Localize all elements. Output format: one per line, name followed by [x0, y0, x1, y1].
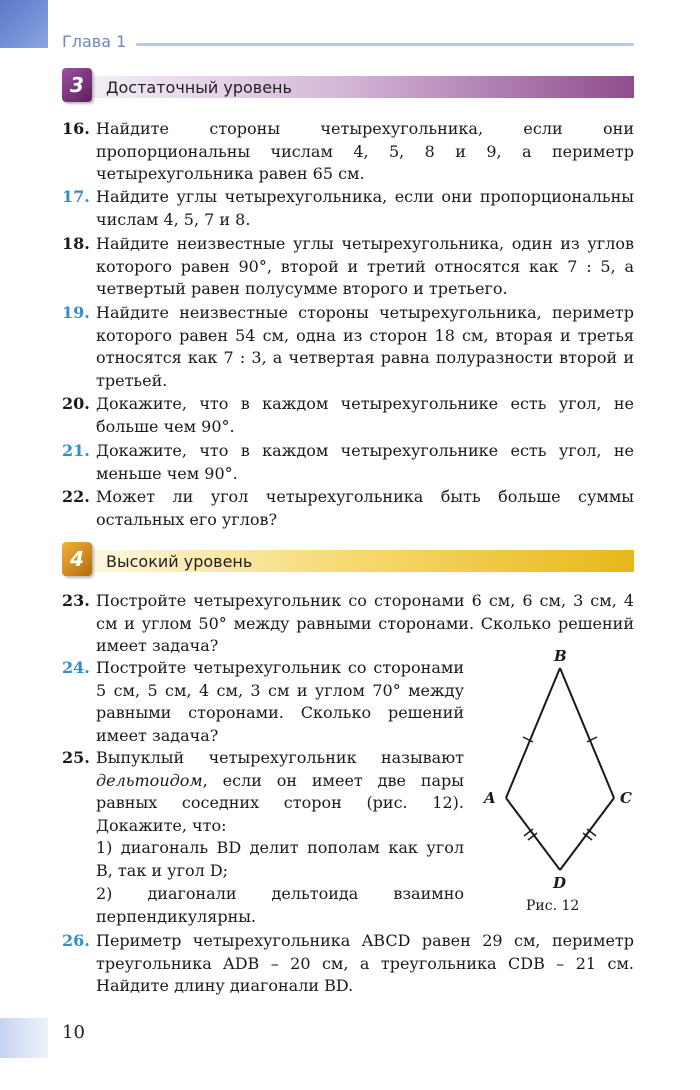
header-divider [136, 43, 634, 46]
vertex-label-b: B [554, 648, 567, 665]
vertex-label-a: A [484, 789, 496, 807]
problem-number: 26. [62, 931, 90, 950]
problem-number: 25. [62, 748, 90, 767]
problem-text [96, 747, 464, 837]
problem-number: 18. [62, 234, 90, 253]
section-4-header [62, 547, 634, 572]
problem-24 [62, 657, 464, 747]
problem-21 [62, 440, 634, 485]
problem-text: Периметр четырехугольника ABCD равен 29 см, периметр треугольника ADB – 20 см, а треугольника CDB – 21 см. Найдите длину диагонали BD. [96, 931, 634, 995]
problem-18 [62, 233, 634, 301]
vertex-label-c: C [620, 789, 632, 807]
problem-text: Найдите неизвестные стороны четырехугольника, периметр которого равен 54 см, одна из сторон 18 см, вторая и третья относятся как 7 : 3, а четвертая равна полуразности второй и третьей. [96, 303, 634, 390]
problem-text-part: Выпуклый четырехугольник называют [96, 748, 464, 767]
problem-16 [62, 118, 634, 186]
figure-caption: Рис. 12 [526, 898, 580, 914]
problem-number: 21. [62, 441, 90, 460]
vertex-label-d: D [553, 874, 567, 892]
problem-number: 17. [62, 187, 90, 206]
problem-25 [62, 747, 464, 837]
problem-text: Найдите углы четырехугольника, если они пропорциональны числам 4, 5, 7 и 8. [96, 187, 634, 229]
side-ab [506, 668, 560, 798]
problem-text: Постройте четырехугольник со сторонами 5 см, 5 см, 4 см, 3 см и углом 70° между равными сторонами. Сколько решений имеет задача? [96, 658, 464, 745]
section-4-badge: 4 [62, 542, 92, 576]
problem-number: 22. [62, 487, 90, 506]
problem-number: 23. [62, 591, 90, 610]
problem-number: 16. [62, 119, 90, 138]
section-3-header [62, 73, 634, 98]
problem-text: Может ли угол четырехугольника быть больше суммы остальных его углов? [96, 487, 634, 529]
section-4-title: Высокий уровень [106, 551, 253, 571]
problem-number: 24. [62, 658, 90, 677]
problem-text: Докажите, что в каждом четырехугольнике есть угол, не больше чем 90°. [96, 394, 634, 436]
problem-text-part: , если он имеет две пары равных соседних сторон (рис. 12). Докажите, что: [96, 770, 464, 835]
section-3-badge: 3 [62, 68, 92, 102]
problem-text: Постройте четырехугольник со сторонами 6 см, 6 см, 3 см, 4 см и углом 50° между равными сторонами. Сколько решений имеет задача? [96, 591, 634, 655]
page-number: 10 [62, 1022, 85, 1043]
side-cd [560, 798, 614, 870]
problem-text: Докажите, что в каждом четырехугольнике есть угол, не меньше чем 90°. [96, 441, 634, 483]
term-deltoid: дельтоидом [96, 770, 203, 790]
deltoid-figure [478, 648, 638, 898]
problem-number: 20. [62, 394, 90, 413]
problem-17 [62, 186, 634, 231]
problem-25-item-1: 1) диагональ BD делит пополам как угол B, так и угол D; [96, 838, 464, 880]
problem-text: Найдите стороны четырехугольника, если они пропорциональны числам 4, 5, 8 и 9, а периметр четырехугольника равен 65 см. [96, 119, 634, 183]
bottom-tab [0, 1018, 48, 1058]
chapter-label: Глава 1 [62, 32, 127, 51]
problem-22 [62, 486, 634, 531]
corner-tab [0, 0, 48, 48]
problem-25-item-2: 2) диагонали дельтоида взаимно перпендикулярны. [96, 884, 464, 926]
section-3-title: Достаточный уровень [106, 77, 292, 97]
problem-19 [62, 302, 634, 392]
side-ad [506, 798, 560, 870]
problem-20 [62, 393, 634, 438]
problem-26 [62, 930, 634, 998]
problem-number: 19. [62, 303, 90, 322]
side-bc [560, 668, 614, 798]
problem-text: Найдите неизвестные углы четырехугольника, один из углов которого равен 90°, второй и третий относятся как 7 : 5, а четвертый равен полусумме второго и третьего. [96, 234, 634, 298]
